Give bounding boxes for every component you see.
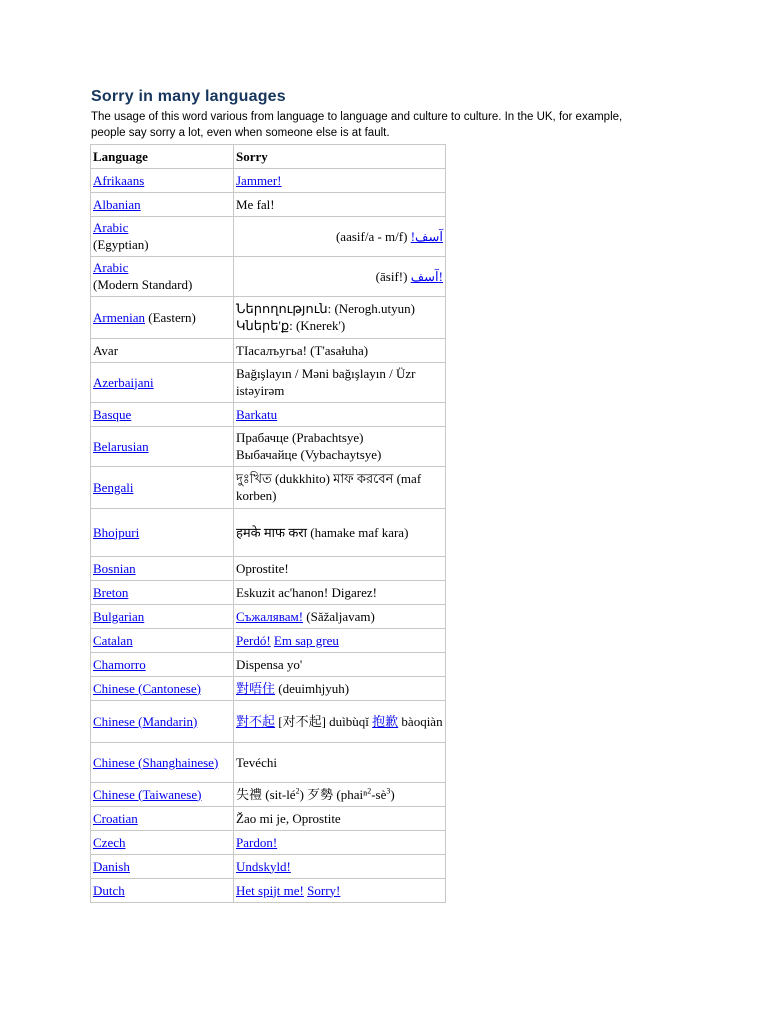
intro-paragraph: The usage of this word various from language to language and culture to culture. In the UK, for example, people say sorry a lot, even when someone else is at fault. bbox=[91, 111, 623, 139]
language-link[interactable]: Dutch bbox=[93, 882, 125, 898]
language-link[interactable]: Chamorro bbox=[93, 656, 146, 672]
translation-link[interactable]: Jammer! bbox=[236, 172, 282, 188]
translation-text: Ներողություն: (Nerogh.utyun) bbox=[236, 301, 415, 316]
language-link[interactable]: Bulgarian bbox=[93, 608, 145, 624]
translation-text: bàoqiàn bbox=[398, 713, 443, 729]
language-link[interactable]: Chinese (Shanghainese) bbox=[93, 754, 219, 770]
language-note: (Eastern) bbox=[144, 309, 196, 325]
language-link[interactable]: Arabic bbox=[93, 220, 129, 235]
translation-text: Eskuzit ac'hanon! Digarez! bbox=[234, 581, 446, 605]
language-link[interactable]: Chinese (Mandarin) bbox=[93, 713, 198, 729]
translation-link[interactable]: Em sap greu bbox=[273, 632, 339, 648]
table-row bbox=[91, 403, 446, 427]
translation-text: Oprostite! bbox=[234, 557, 446, 581]
translation-link[interactable]: Perdó! bbox=[236, 632, 271, 648]
language-link[interactable]: Chinese (Cantonese) bbox=[93, 680, 201, 696]
translation-link[interactable]: 對唔住 bbox=[236, 680, 276, 696]
translation-link[interactable]: Съжалявам! bbox=[236, 608, 304, 624]
header-sorry: Sorry bbox=[234, 145, 446, 169]
translation-text: (deuimhjyuh) bbox=[275, 680, 350, 696]
table-row bbox=[91, 653, 446, 677]
language-link[interactable]: Azerbaijani bbox=[93, 374, 154, 390]
language-link[interactable]: Danish bbox=[93, 858, 130, 874]
language-name: Avar bbox=[91, 339, 234, 363]
translation-text: Прабачце (Prabachtsye) bbox=[236, 430, 364, 445]
translation-link[interactable]: Sorry! bbox=[307, 882, 341, 898]
translation-text: (āsif!) bbox=[375, 268, 411, 284]
table-row bbox=[91, 855, 446, 879]
table-row bbox=[91, 677, 446, 701]
table-row bbox=[91, 297, 446, 339]
table-row bbox=[91, 807, 446, 831]
translation-link[interactable]: Pardon! bbox=[236, 834, 278, 850]
translation-text: 失禮 $(sit-lé^2)$ 歹勢 $(phai^n^2-sè^3)$ bbox=[234, 783, 446, 807]
language-link[interactable]: Belarusian bbox=[93, 438, 149, 454]
language-link[interactable]: Czech bbox=[93, 834, 126, 850]
translation-link[interactable]: Barkatu bbox=[236, 406, 278, 422]
table-row bbox=[91, 257, 446, 297]
table-row bbox=[91, 193, 446, 217]
language-note: (Egyptian) bbox=[93, 237, 149, 252]
language-link[interactable]: Bhojpuri bbox=[93, 524, 140, 540]
translation-link[interactable]: آسف! bbox=[410, 268, 443, 284]
table-row bbox=[91, 509, 446, 557]
translation-link[interactable]: Het spijt me! bbox=[236, 882, 304, 898]
translation-text: Žao mi je, Oprostite bbox=[234, 807, 446, 831]
translation-text: Dispensa yo' bbox=[234, 653, 446, 677]
language-link[interactable]: Catalan bbox=[93, 632, 133, 648]
table-header-row bbox=[91, 145, 446, 169]
language-link[interactable]: Afrikaans bbox=[93, 172, 145, 188]
table-row bbox=[91, 339, 446, 363]
translation-text: Выбачайце (Vybachaytsye) bbox=[236, 447, 382, 462]
language-link[interactable]: Chinese (Taiwanese) bbox=[93, 786, 202, 802]
translation-text: (aasif/a - m/f) bbox=[335, 228, 411, 244]
language-link[interactable]: Arabic bbox=[93, 260, 129, 275]
table-row bbox=[91, 743, 446, 783]
table-row bbox=[91, 557, 446, 581]
translation-link[interactable]: !آسف bbox=[410, 228, 443, 244]
table-row bbox=[91, 831, 446, 855]
translation-text: Bağışlayın / Məni bağışlayın / Üzr istəyirəm bbox=[234, 363, 446, 403]
translation-text: हमके माफ करा (hamake maf kara) bbox=[234, 509, 446, 557]
translation-text: Tevéchi bbox=[234, 743, 446, 783]
table-row bbox=[91, 217, 446, 257]
translation-text: Կներե'ք: (Knerek') bbox=[236, 318, 346, 333]
table-row bbox=[91, 879, 446, 903]
translation-text: (Săžaljavam) bbox=[303, 608, 375, 624]
table-row bbox=[91, 363, 446, 403]
translation-link[interactable]: 抱歉 bbox=[372, 713, 399, 729]
language-link[interactable]: Bosnian bbox=[93, 560, 136, 576]
translation-text: [对不起] duìbùqǐ bbox=[275, 713, 373, 729]
table-row bbox=[91, 169, 446, 193]
header-language: Language bbox=[91, 145, 234, 169]
language-link[interactable]: Albanian bbox=[93, 196, 141, 212]
translation-link[interactable]: Undskyld! bbox=[236, 858, 291, 874]
language-link[interactable]: Bengali bbox=[93, 479, 134, 495]
language-link[interactable]: Croatian bbox=[93, 810, 138, 826]
table-row bbox=[91, 783, 446, 807]
translation-link[interactable]: 對不起 bbox=[236, 713, 276, 729]
table-row bbox=[91, 701, 446, 743]
table-row bbox=[91, 581, 446, 605]
translation-text: ТIасалъугьа! (T'asałuha) bbox=[234, 339, 446, 363]
table-row bbox=[91, 427, 446, 467]
table-row bbox=[91, 467, 446, 509]
language-note: (Modern Standard) bbox=[93, 277, 193, 292]
page-title: Sorry in many languages bbox=[91, 88, 286, 105]
translation-text: দুঃখিত (dukkhito) মাফ করবেন (maf korben) bbox=[234, 467, 446, 509]
table-row bbox=[91, 629, 446, 653]
language-link[interactable]: Armenian bbox=[93, 309, 145, 325]
language-link[interactable]: Basque bbox=[93, 406, 132, 422]
table-row bbox=[91, 605, 446, 629]
languages-table bbox=[90, 144, 446, 903]
language-link[interactable]: Breton bbox=[93, 584, 129, 600]
translation-text: Me fal! bbox=[234, 193, 446, 217]
